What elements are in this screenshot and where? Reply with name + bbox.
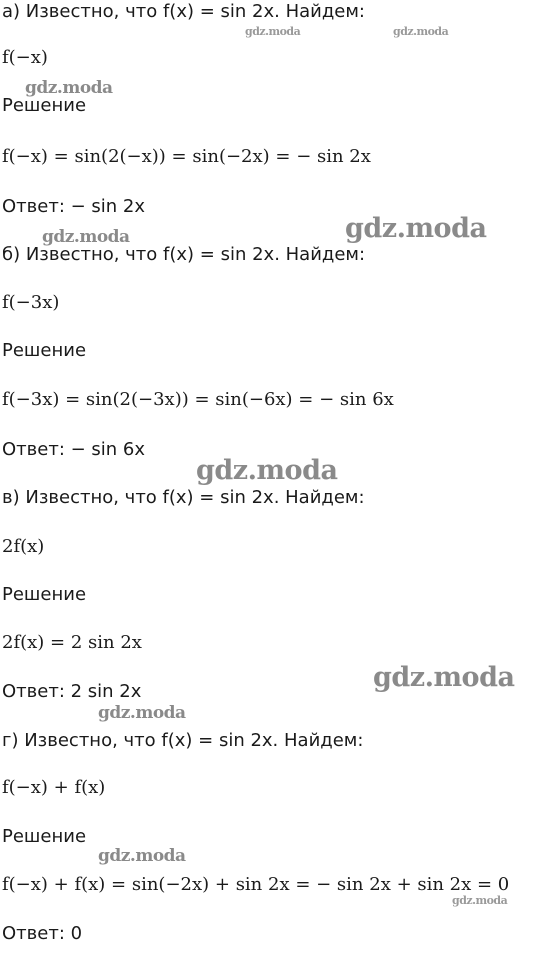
problem-c-work: 2f(x) = 2 sin 2x bbox=[2, 632, 142, 653]
problem-a-expression: f(−x) bbox=[2, 47, 48, 68]
problem-c-solution-label: Решение bbox=[2, 584, 87, 605]
watermark: gdz.moda bbox=[196, 455, 338, 486]
watermark: gdz.moda bbox=[393, 25, 449, 38]
problem-b-work: f(−3x) = sin(2(−3x)) = sin(−6x) = − sin 6x bbox=[2, 389, 394, 410]
watermark: gdz.moda bbox=[98, 846, 186, 866]
problem-d-answer: Ответ: 0 bbox=[2, 923, 83, 944]
problem-a-answer: Ответ: − sin 2x bbox=[2, 196, 146, 217]
problem-b-answer: Ответ: − sin 6x bbox=[2, 439, 146, 460]
watermark: gdz.moda bbox=[245, 25, 301, 38]
problem-b-solution-label: Решение bbox=[2, 340, 87, 361]
problem-a-solution-label: Решение bbox=[2, 95, 87, 116]
problem-d-intro: г) Известно, что f(x) = sin 2x. Найдем: bbox=[2, 730, 364, 751]
problem-c-intro: в) Известно, что f(x) = sin 2x. Найдем: bbox=[2, 487, 365, 508]
watermark: gdz.moda bbox=[373, 662, 515, 693]
problem-d-expression: f(−x) + f(x) bbox=[2, 777, 106, 798]
problem-d-solution-label: Решение bbox=[2, 826, 87, 847]
problem-d-work: f(−x) + f(x) = sin(−2x) + sin 2x = − sin 2x + sin 2x = 0 bbox=[2, 874, 510, 895]
watermark: gdz.moda bbox=[452, 894, 508, 907]
problem-b-expression: f(−3x) bbox=[2, 292, 60, 313]
problem-c-expression: 2f(x) bbox=[2, 536, 45, 557]
problem-a-intro: а) Известно, что f(x) = sin 2x. Найдем: bbox=[2, 1, 365, 22]
problem-c-answer: Ответ: 2 sin 2x bbox=[2, 681, 142, 702]
problem-a-work: f(−x) = sin(2(−x)) = sin(−2x) = − sin 2x bbox=[2, 146, 371, 167]
watermark: gdz.moda bbox=[98, 703, 186, 723]
problem-b-intro: б) Известно, что f(x) = sin 2x. Найдем: bbox=[2, 244, 366, 265]
watermark: gdz.moda bbox=[42, 227, 130, 247]
watermark: gdz.moda bbox=[345, 213, 487, 244]
watermark: gdz.moda bbox=[25, 78, 113, 98]
